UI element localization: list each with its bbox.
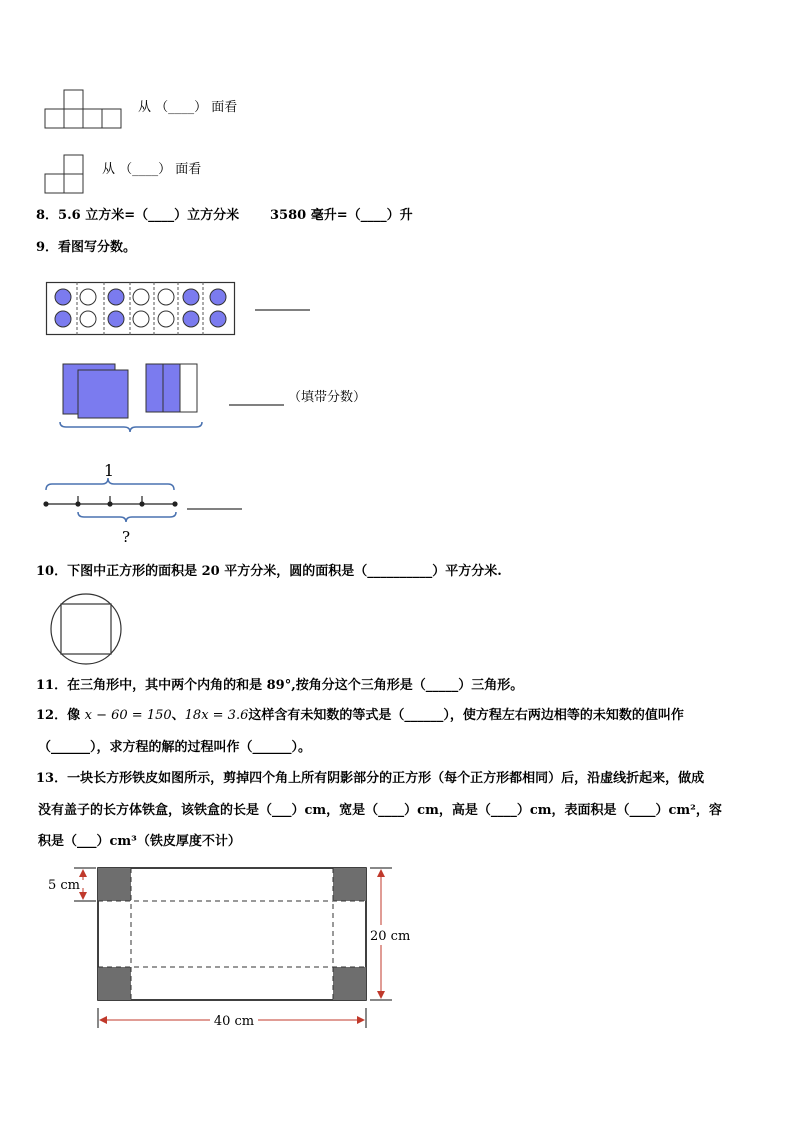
q7-view2-text: 从 （____） 面看 bbox=[102, 162, 202, 177]
grid-circle bbox=[55, 289, 71, 305]
grid-circle bbox=[183, 311, 199, 327]
grid-circle bbox=[108, 311, 124, 327]
q12-line2: （______），求方程的解的过程叫作（______）。 bbox=[38, 740, 312, 755]
q13-line3: 积是（___）cm³（铁皮厚度不计） bbox=[38, 834, 241, 849]
label-width: 40 cm bbox=[213, 1014, 255, 1029]
corner-square bbox=[98, 967, 131, 1000]
number-line-bottom-label: ? bbox=[121, 528, 131, 546]
corner-square bbox=[98, 868, 131, 901]
grid-circle bbox=[133, 289, 149, 305]
label-height: 20 cm bbox=[370, 929, 411, 944]
q13-line2: 没有盖子的长方体铁盒，该铁盒的长是（___）cm，宽是（____）cm，高是（____）cm，表面积是（____）cm²，容 bbox=[38, 803, 722, 818]
q13-line1: 13．一块长方形铁皮如图所示，剪掉四个角上所有阴影部分的正方形（每个正方形都相同）后，沿虚线折起来，做成 bbox=[36, 771, 705, 786]
sheet-metal-figure bbox=[40, 860, 420, 1035]
q12-sep: 、 bbox=[171, 708, 185, 723]
grid-circle bbox=[183, 289, 199, 305]
q7-view1-text: 从 （____） 面看 bbox=[138, 100, 238, 115]
q11-text: 11．在三角形中，其中两个内角的和是 89°,按角分这个三角形是（_____）三角形。 bbox=[36, 678, 524, 693]
grid-circle bbox=[133, 311, 149, 327]
grid-circle bbox=[158, 289, 174, 305]
grid-circle bbox=[80, 311, 96, 327]
equation-1: x − 60 = 150 bbox=[84, 708, 172, 723]
q9-mixed-hint: （填带分数） bbox=[288, 390, 367, 405]
grid-circle bbox=[158, 311, 174, 327]
brace-bottom bbox=[78, 512, 176, 522]
circle-square-figure bbox=[48, 592, 126, 666]
q8-part2: 3580 毫升=（____）升 bbox=[270, 208, 413, 223]
q12-suffix: 这样含有未知数的等式是（______），使方程左右两边相等的未知数的值叫作 bbox=[248, 708, 684, 723]
equation-2: 18x = 3.6 bbox=[184, 708, 249, 723]
brace bbox=[60, 422, 202, 432]
number-line-top-label: 1 bbox=[103, 461, 115, 480]
block-view-figure-1 bbox=[44, 88, 124, 130]
q8-part1: 8．5.6 立方米=（____）立方分米 bbox=[36, 208, 240, 223]
q10-text: 10．下图中正方形的面积是 20 平方分米，圆的面积是（__________）平方分米. bbox=[36, 564, 502, 579]
number-line-figure bbox=[40, 460, 250, 550]
q9-title: 9．看图写分数。 bbox=[36, 240, 137, 255]
grid-circle bbox=[108, 289, 124, 305]
grid-circle bbox=[80, 289, 96, 305]
grid-circle bbox=[210, 311, 226, 327]
block-view-figure-2 bbox=[44, 154, 86, 196]
grid-circle bbox=[55, 311, 71, 327]
q12-prefix: 12．像 bbox=[36, 708, 81, 723]
corner-square bbox=[333, 967, 366, 1000]
grid-circle bbox=[210, 289, 226, 305]
label-corner: 5 cm bbox=[48, 878, 81, 893]
circle-grid-figure bbox=[46, 282, 316, 336]
q12-line1 bbox=[36, 708, 684, 724]
corner-square bbox=[333, 868, 366, 901]
